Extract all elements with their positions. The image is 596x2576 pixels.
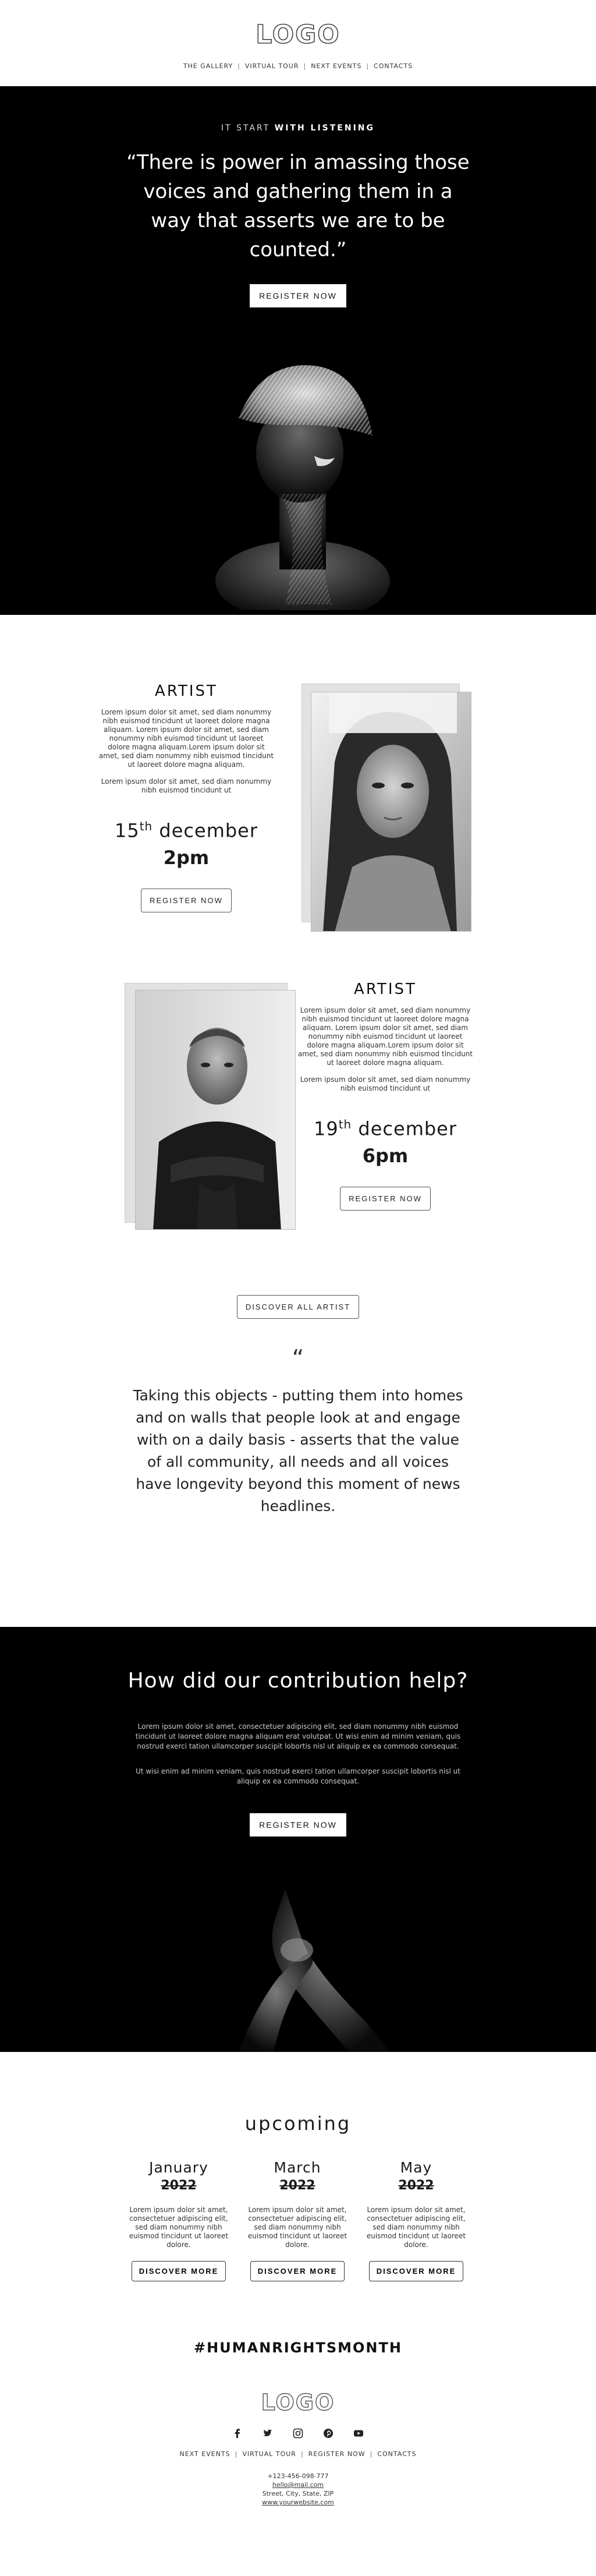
contact-email[interactable]: hello@mail.com (272, 2481, 324, 2489)
twitter-icon[interactable] (262, 2428, 273, 2439)
instagram-icon[interactable] (293, 2428, 303, 2439)
contribution-section (0, 1627, 596, 2052)
date-month: december (358, 1117, 457, 1140)
social-links (0, 2428, 596, 2439)
eyebrow-light: IT START (221, 123, 271, 133)
contact-info (0, 2472, 596, 2507)
nav-next-events[interactable]: NEXT EVENTS (311, 62, 362, 70)
event-year: 2022 (161, 2178, 197, 2193)
contact-website[interactable]: www.yourwebsite.com (262, 2499, 334, 2506)
discover-wrap (0, 1295, 596, 1319)
date-day: 15 (114, 819, 140, 842)
artist-description: Lorem ipsum dolor sit amet, sed diam nonummy nibh euismod tincidunt ut laoreet dolore magna aliquam. Lorem ipsum dolor sit amet, sed diam nonummy nibh euismod tincidunt ut laoreet dolore magna aliquam.Lorem ipsum dolor sit amet, sed diam nonummy nibh euismod tincidunt ut laoreet dolore magna aliquam. (98, 708, 274, 769)
hero-register-button[interactable]: REGISTER NOW (250, 284, 346, 307)
quote-mark-icon: “ (292, 1345, 304, 1372)
artist-date (87, 819, 285, 842)
event-description: Lorem ipsum dolor sit amet, consectetuer adipiscing elit, sed diam nonummy nibh euismod tincidunt ut laoreet dolore. (247, 2206, 347, 2249)
nav-separator: | (303, 62, 307, 70)
date-suffix: th (338, 1117, 352, 1131)
contribution-paragraph-2: Ut wisi enim ad minim veniam, quis nostrud exerci tation ullamcorper suscipit lobortis nisl ut aliquip ex ea commodo consequat. (136, 1767, 460, 1785)
artist-photo-2 (125, 983, 296, 1232)
artist-time: 2pm (163, 846, 210, 869)
artists-section (0, 615, 596, 1311)
footer-nav-register-now[interactable]: REGISTER NOW (308, 2450, 366, 2458)
event-card (123, 2159, 234, 2281)
nav-contacts[interactable]: CONTACTS (374, 62, 413, 70)
artist-title: ARTIST (354, 981, 417, 998)
artist-description-extra: Lorem ipsum dolor sit amet, sed diam nonummy nibh euismod tincidunt ut (101, 777, 272, 794)
artist-card-1 (87, 682, 285, 912)
contact-phone[interactable]: +123-456-098-777 (267, 2472, 329, 2480)
hero-quote: “There is power in amassing those voices and gathering them in a way that asserts we are to be counted.” (126, 151, 470, 261)
artist-time: 6pm (362, 1144, 409, 1167)
nav-the-gallery[interactable]: THE GALLERY (183, 62, 233, 70)
footer-nav (0, 2450, 596, 2458)
quote-section (0, 1345, 596, 1517)
hashtag: #HUMANRIGHTSMONTH (194, 2340, 402, 2356)
top-nav (0, 62, 596, 70)
photo-frame-front (311, 692, 471, 932)
event-year: 2022 (398, 2178, 434, 2193)
event-year: 2022 (279, 2178, 315, 2193)
discover-more-button[interactable]: DISCOVER MORE (250, 2261, 345, 2281)
nav-separator: | (235, 2450, 238, 2458)
facebook-icon[interactable] (232, 2428, 243, 2439)
event-description: Lorem ipsum dolor sit amet, consectetuer adipiscing elit, sed diam nonummy nibh euismod tincidunt ut laoreet dolore. (129, 2206, 229, 2249)
event-month: January (149, 2159, 208, 2176)
event-month: May (400, 2159, 432, 2176)
header (0, 0, 596, 86)
woman-portrait-image (311, 692, 471, 932)
artist-date (286, 1117, 484, 1140)
footer-nav-contacts[interactable]: CONTACTS (377, 2450, 417, 2458)
pinterest-icon[interactable] (323, 2428, 334, 2439)
nav-virtual-tour[interactable]: VIRTUAL TOUR (244, 62, 299, 70)
man-portrait-image (136, 990, 296, 1230)
artist-description-extra: Lorem ipsum dolor sit amet, sed diam nonummy nibh euismod tincidunt ut (300, 1075, 471, 1092)
footer (0, 2382, 596, 2507)
upcoming-section (0, 2113, 596, 2276)
footer-logo[interactable]: LOGO (261, 2390, 335, 2415)
artist-description: Lorem ipsum dolor sit amet, sed diam nonummy nibh euismod tincidunt ut laoreet dolore magna aliquam. Lorem ipsum dolor sit amet, sed diam nonummy nibh euismod tincidunt ut laoreet dolore magna aliquam.Lorem ipsum dolor sit amet, sed diam nonummy nibh euismod tincidunt ut laoreet dolore magna aliquam. (297, 1006, 473, 1067)
artist-register-button[interactable]: REGISTER NOW (340, 1187, 431, 1211)
contribution-register-button[interactable]: REGISTER NOW (250, 1813, 346, 1837)
date-suffix: th (139, 819, 153, 833)
footer-nav-next-events[interactable]: NEXT EVENTS (179, 2450, 230, 2458)
photo-frame-front (135, 990, 296, 1230)
eyebrow-bold: WITH LISTENING (274, 123, 375, 133)
contribution-title: How did our contribution help? (127, 1669, 469, 1693)
footer-nav-virtual-tour[interactable]: VIRTUAL TOUR (242, 2450, 296, 2458)
discover-more-button[interactable]: DISCOVER MORE (132, 2261, 226, 2281)
nav-separator: | (366, 62, 370, 70)
event-month: March (274, 2159, 321, 2176)
event-description: Lorem ipsum dolor sit amet, consectetuer adipiscing elit, sed diam nonummy nibh euismod tincidunt ut laoreet dolore. (366, 2206, 466, 2249)
hero-section (0, 86, 596, 615)
date-month: december (159, 819, 258, 842)
artist-title: ARTIST (155, 682, 218, 700)
upcoming-title: upcoming (244, 2113, 352, 2135)
contact-address: Street, City, State, ZIP (262, 2490, 334, 2497)
logo[interactable]: LOGO (256, 20, 340, 49)
nav-separator: | (300, 2450, 304, 2458)
hands-image (215, 1889, 390, 2052)
contribution-paragraph-1: Lorem ipsum dolor sit amet, consectetuer adipiscing elit, sed diam nonummy nibh euismod tincidunt ut laoreet dolore magna aliquam erat volutpat. Ut wisi enim ad minim veniam, quis nostrud exerci tation ullamcorper suscipit lobortis nisl ut aliquip ex ea commodo consequat. (135, 1722, 461, 1750)
nav-separator: | (370, 2450, 373, 2458)
date-day: 19 (313, 1117, 339, 1140)
nav-separator: | (237, 62, 240, 70)
quote-text: Taking this objects - putting them into homes and on walls that people look at and engage with on a daily basis - asserts that the value of all community, all needs and all voices have longevity beyond this moment of news headlines. (133, 1387, 463, 1515)
hero-eyebrow (0, 86, 596, 133)
artist-card-2 (286, 981, 484, 1211)
youtube-icon[interactable] (353, 2428, 364, 2439)
artist-register-button[interactable]: REGISTER NOW (141, 889, 232, 912)
discover-more-button[interactable]: DISCOVER MORE (369, 2261, 464, 2281)
artist-photo-1 (301, 684, 473, 933)
hero-portrait-image (198, 354, 407, 610)
event-card (361, 2159, 471, 2281)
discover-all-artist-button[interactable]: DISCOVER ALL ARTIST (237, 1295, 359, 1319)
event-card (242, 2159, 353, 2281)
